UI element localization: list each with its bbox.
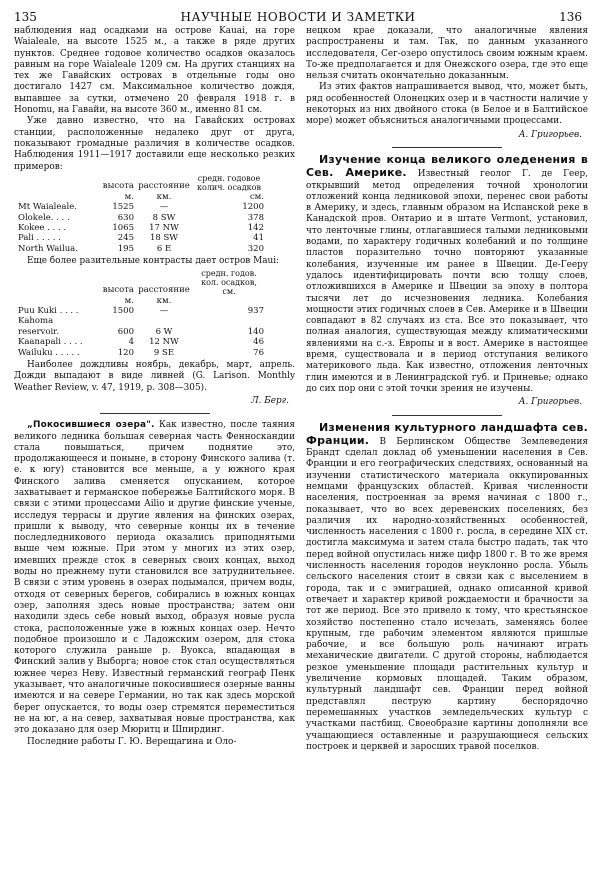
- section-divider: [100, 413, 210, 414]
- table-row: Kokee . . . . 1065 17 NW 142: [18, 223, 264, 234]
- column-header: расстояние: [138, 285, 190, 296]
- lakes-article: [14, 420, 295, 736]
- table-units-row: м. км. см.: [124, 191, 264, 202]
- column-header: высота: [102, 285, 134, 296]
- table-row: Puu Kuki . . . . 1500 — 937: [18, 306, 264, 316]
- table-header-row: [16, 174, 274, 192]
- table-row: Kaanapali . . . . 4 12 NW 46: [18, 337, 264, 348]
- lakes-conclusion: Из этих фактов напрашивается вывод, что, может быть, ряд особенностей Олонецких озер и в частности наличие у некоторых из них двойного стока (в Белое и в Балтийское море) может объясниться аналогичными процессами.: [306, 82, 588, 127]
- table-row: Olokele. . . . 630 8 SW 378: [18, 212, 264, 223]
- hawaii-paragraph-1: наблюдения над осадками на острове Kauai, на горе Waialeale, на высоте 1525 м., а также в ряде других пунктов. Среднее годовое количество осадков оказалось равным на горе Waialeale 1209 см. На других станциях на тех же Гавайских островах в отдельные годы оно достигало 1427 см. Максимальное количество дождя, выпавшее за сутки, отмечено 20 февраля 1918 г. в Honomu, на Гавайи, на высоте 360 м., именно 81 см.: [14, 26, 295, 116]
- author-signature: А. Григорьев.: [518, 129, 582, 140]
- table-row: Pali . . . . . 245 18 SW 41: [18, 233, 264, 244]
- table-header-row: [16, 269, 274, 296]
- glacier-article: [306, 154, 588, 395]
- hawaii-paragraph-3: Наиболее дождливы ноябрь, декабрь, март, апрель. Дожди выпадают в виде ливней (G. Larison. Monthly Weather Review, v. 47, 1919, p. 308—305).: [14, 360, 295, 393]
- france-article-text: В Берлинском Обществе Землеведения Брандт сделал доклад об уменьшении населения в Сев. Франции и его географических следствиях, основанный на изучении статистического материала оккупированных немцами французских областей. Кривая численности населения, построенная за время начиная с 1800 г., показывает, что во всех деревенских поселениях, без различия их народно-хозяйственных особенностей, численность населения с 1800 г. росла, в середине XIX ст. достигла максимума и затем стала быстро падать, так что перед войной опустилась ниже цифр 1800 г. В то же время численность населения городов неуклонно росла. Убыль сельского населения стоит в связи как с выселением в города, так и с эмиграцией, однако описанной кривой отвечает и характер кривой рождаемости и брачности за тот же период. Все это привело к тому, что крестьянское хозяйство постепенно стало исчезать, заменяясь более крупным, где рабочим элементом являются пришлые рабочие, и все большую роль начинают играть механические двигатели. С другой стороны, наблюдается резкое уменьшение площади растительных культур и увеличение кормовых площадей. Таким образом, культурный ландшафт сев. Франции перед войной представлял пеструю картину беспорядочно перемешанных участков земледельческих культур с участками пастбищ. Своеобразие картины дополняли все учащающиеся оставленные и разрушающиеся сельских построек и церквей и заросших травой поселков.: [306, 436, 588, 752]
- glacier-article-text: Известный геолог Г. де Геер, открывший метод определения точной хронологии отложений конца ледниковой эпохи, перенес свои работы в Америку, и здесь, главным образом на Испанской реке в Канадской пров. Онтарио и в штате Vermont, установил, что ленточные глины, отлагавшиеся талыми ледниковыми водами, по характеру годичных колебаний и по толщине пластов поразительно точно повторяют указанные колебания, изученные им ранее в Швеции. Де-Гееру удалось идентифицировать почти всю толщу слоев, отложившихся в Америке и Швеции за эпоху в полтора тысячи лет до исчезновения ледника. Колебания мощности этих годичных слоев в Сев. Америке и в Швеции совпадают в 82 случаях из ста. Все это показывает, что полная аналогия, существующая между климатическими явлениями на с.-з. Европы и в вост. Америке в настоящее время, существовала и в период отступания великого материкового льда. Как известно, отложения ленточных глин имеются и в Ленинградской губ. и Приневье; однако до сих пор они с этой точки зрения не изучены.: [306, 169, 588, 394]
- kauai-rainfall-table: [16, 174, 274, 254]
- column-header: расстояние: [138, 181, 190, 192]
- lakes-article-title: „Покосившиеся озера".: [27, 420, 155, 431]
- lakes-last-line: Последние работы Г. Ю. Верещагина и Оло-: [27, 736, 237, 747]
- column-header: средн. годов. кол. осадков, см.: [201, 268, 257, 296]
- page-number-right: 136: [559, 10, 582, 24]
- table-row: Kahoma reservoir. 600 6 W 140: [18, 316, 264, 337]
- table-row: Wailuku . . . . . 120 9 SE 76: [18, 347, 264, 358]
- right-column: [306, 26, 588, 753]
- maui-intro: Еще более разительные контрасты дает остров Maui:: [27, 256, 280, 267]
- running-title: НАУЧНЫЕ НОВОСТИ И ЗАМЕТКИ: [180, 10, 416, 24]
- author-signature: Л. Берг.: [251, 395, 289, 406]
- section-divider: [392, 415, 502, 416]
- france-article-title: Изменения культурного ландшафта сев. Франции.: [306, 420, 588, 447]
- section-divider: [392, 147, 502, 148]
- lakes-continuation: нецком крае доказали, что аналогичные явления распространены и там. Так, по данным указанного исследователя, Сег-озеро опустилось своим южным краем. То-же предполагается и для Онежского озера, где это еще нельзя считать окончательно доказанным.: [306, 26, 588, 82]
- left-column: [14, 26, 295, 748]
- table-units-row: м. км.: [124, 295, 172, 306]
- column-header: средн. годовое колич. осадков: [197, 173, 261, 192]
- table-row: Mt Waialeale. 1525 — 1200: [18, 202, 264, 213]
- hawaii-paragraph-2: Уже давно известно, что на Гавайских островах станции, расположенные недалеко друг от друга, показывают громадные различия в количестве осадков. Наблюдения 1911—1917 доставили еще несколько резких примеров:: [14, 116, 295, 172]
- author-signature: А. Григорьев.: [518, 397, 582, 408]
- column-header: высота: [102, 181, 134, 192]
- page-number-left: 135: [14, 10, 37, 24]
- glacier-article-title: Изучение конца великого оледенения в Сев. Америке.: [306, 152, 588, 180]
- table-row: North Wailua. 195 6 E 320: [18, 243, 264, 254]
- lakes-article-text: Как известно, после таяния великого ледника большая северная часть Фенноскандии стала повышаться, причем поднятие это, продолжающееся и поныне, в сторону Финского залива (т. е. к югу) становится все меньше, а у южного края Финского залива сменяется опусканием, которое захватывает и германское побережье Балтийского моря. В связи с этими процессами Ailio и другие финские ученые, исследуя террасы и другие явления на финских озерах, пришли к выводу, что северные концы их в течение последледникового периода оказались приподнятыми выше чем южные. При этом у многих из этих озер, имевших прежде сток в северных своих концах, выход воды но прежнему пути становился все затруднительнее. В связи с этим уровень в озерах подымался, причем воды, отходя от северных берегов, собирались в южных концах озер, заполняя здесь новые пространства; затем они находили здесь себе новый выход, образуя новые русла стока, расположенные уже в южных концах озер. Нечто подобное произошло и с Ладожским озером, для стока которого служила раньше р. Вуокса, впадающая в Финский залив у Выборга; новое сток стал осуществляться южнее через Неву. Известный германский географ Пенк указывает, что аналогичные покосившиеся озерные ванны имеются и на севере Германии, но так как здесь морской берег опускается, то воды озер стремятся переместиться не на юг, а на север, захватывая новые пространства, как это доказано для озер Мюритц и Шпирдинг.: [14, 420, 295, 736]
- maui-rainfall-table: [16, 269, 274, 358]
- france-article: [306, 422, 588, 754]
